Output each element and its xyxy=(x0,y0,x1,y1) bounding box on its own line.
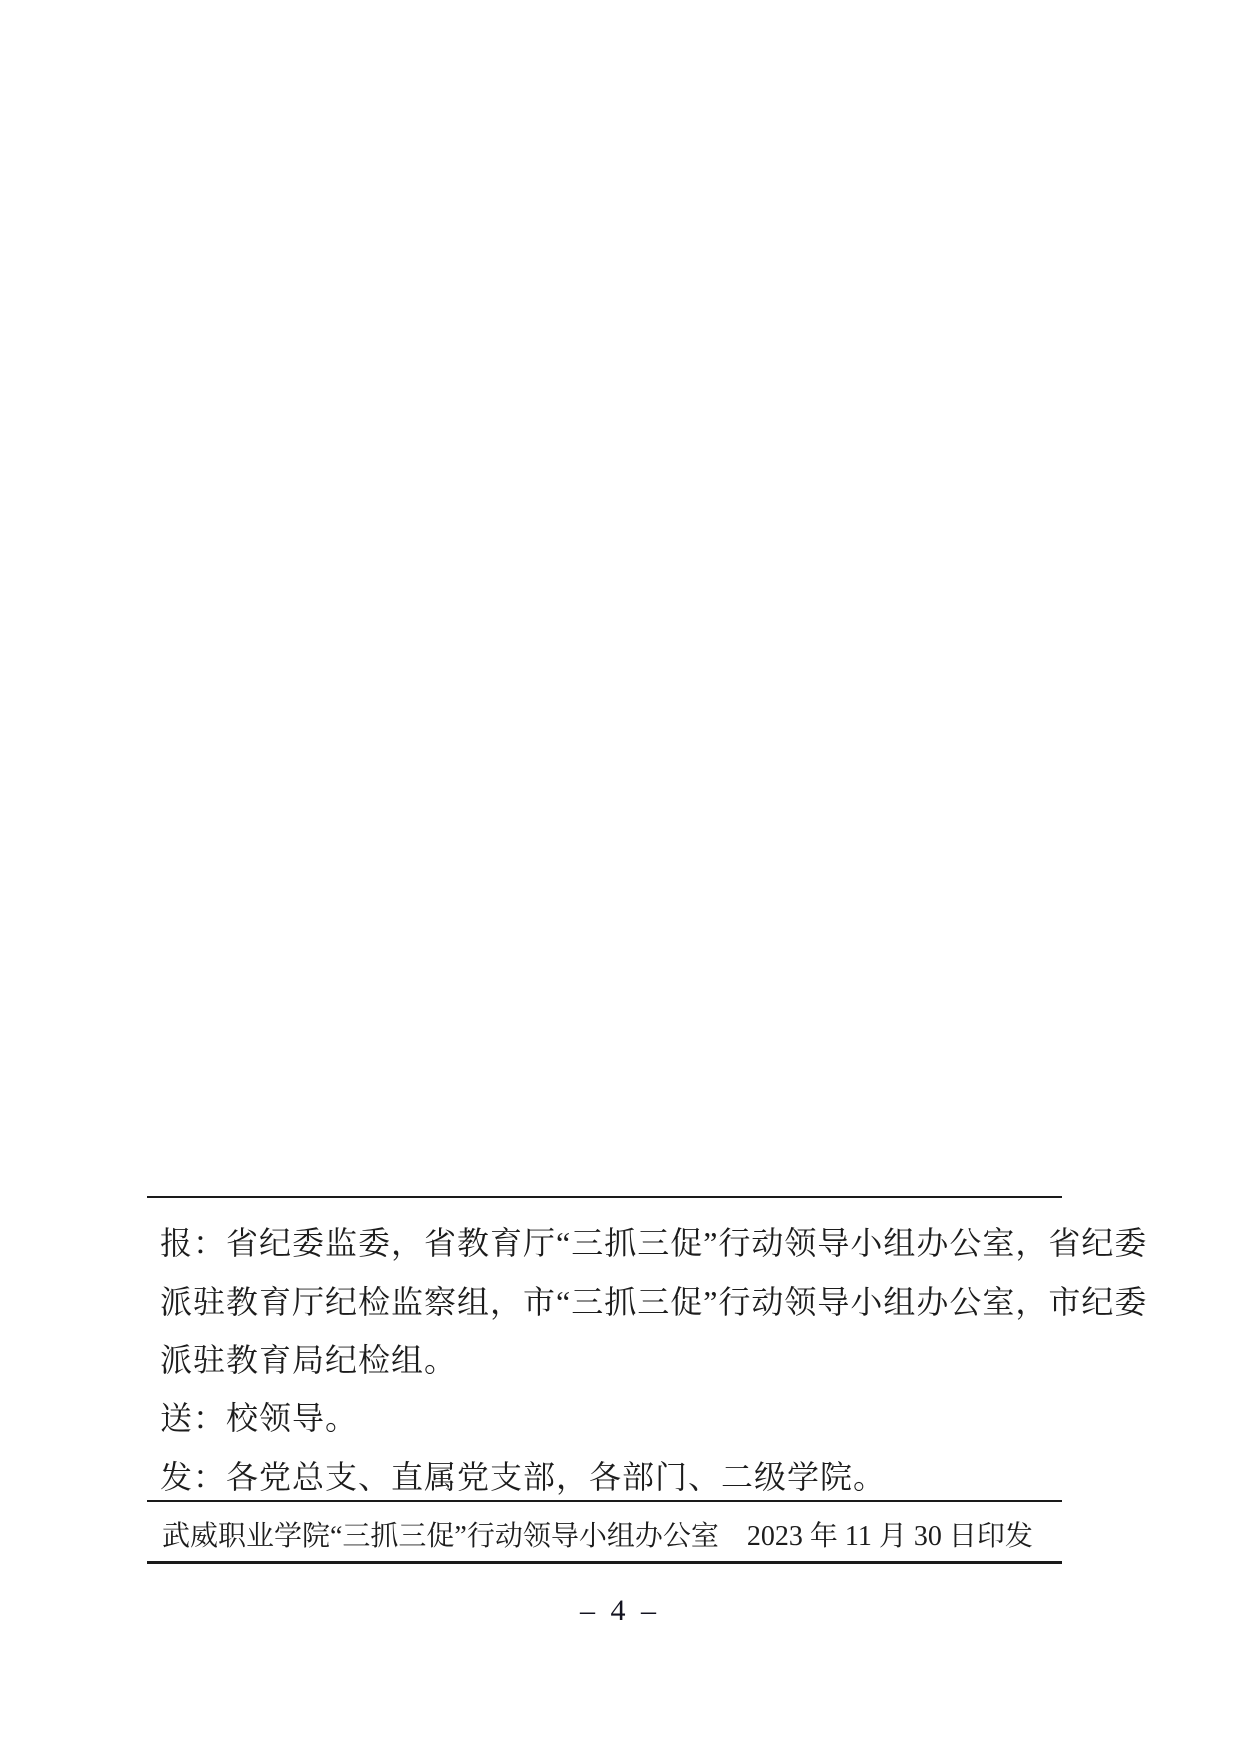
colophon-row xyxy=(162,1523,1102,1551)
issue-line: 发：各党总支、直属党支部，各部门、二级学院。 xyxy=(160,1459,887,1495)
separator-line-bottom xyxy=(147,1561,1062,1564)
page-number: – 4 – xyxy=(580,1594,660,1627)
colophon-print-date: 2023 年 11 月 30 日印发 xyxy=(746,1521,1033,1552)
report-line: 报：省纪委监委，省教育厅“三抓三促”行动领导小组办公室，省纪委 xyxy=(160,1225,1148,1261)
separator-line-middle xyxy=(147,1500,1062,1502)
colophon-issuer: 武威职业学院“三抓三促”行动领导小组办公室 xyxy=(162,1521,719,1552)
report-line: 派驻教育局纪检组。 xyxy=(160,1342,458,1378)
separator-line-top xyxy=(147,1196,1062,1198)
report-line: 派驻教育厅纪检监察组，市“三抓三促”行动领导小组办公室，市纪委 xyxy=(160,1284,1148,1320)
send-line: 送：校领导。 xyxy=(160,1400,359,1436)
